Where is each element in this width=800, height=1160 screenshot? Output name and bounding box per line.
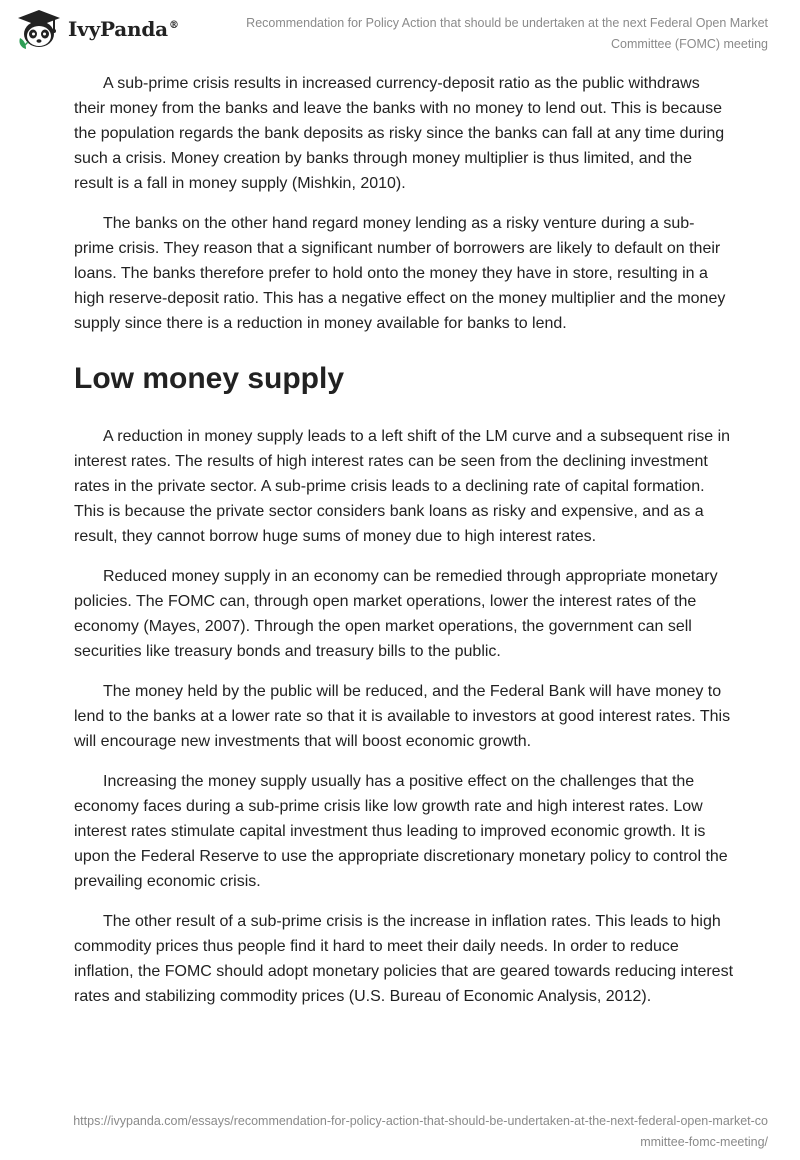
body-paragraph: The money held by the public will be reduced, and the Federal Bank will have money to lend to the banks at a lower rate so that it is available to investors at good interest rates. This will encourage new investments that will boost economic growth.: [74, 683, 731, 750]
document-title: Recommendation for Policy Action that should be undertaken at the next Federal Open Market Committee (FOMC) meeting: [246, 16, 768, 51]
body-paragraph: The other result of a sub-prime crisis is the increase in inflation rates. This leads to high commodity prices thus people find it hard to meet their daily needs. In order to reduce inflation, the FOMC should adopt monetary policies that are geared towards reducing interest rates and stabilizing commodity prices (U.S. Bureau of Economic Analysis, 2012).: [74, 913, 734, 1005]
body-paragraph: Reduced money supply in an economy can be remedied through appropriate monetary policies. The FOMC can, through open market operations, lower the interest rates of the economy (Mayes, 2007). Through the open market operations, the government can sell securities like treasury bonds and treasury bills to the public.: [74, 568, 718, 660]
panda-graduation-cap-icon: [16, 8, 62, 50]
ivypanda-logo[interactable]: [16, 8, 179, 50]
section-heading: Low money supply: [74, 362, 345, 395]
logo-wordmark: IvyPanda®: [68, 17, 179, 41]
page-header: [0, 0, 800, 60]
body-paragraph: A reduction in money supply leads to a left shift of the LM curve and a subsequent rise in interest rates. The results of high interest rates can be seen from the declining investment rates in the private sector. A sub-prime crisis leads to a declining rate of capital formation. This is because the private sector considers bank loans as risky and expensive, and as a result, they cannot borrow huge sums of money due to high interest rates.: [74, 428, 731, 545]
body-paragraph: The banks on the other hand regard money lending as a risky venture during a sub-prime crisis. They reason that a significant number of borrowers are likely to default on their loans. The banks therefore prefer to hold onto the money they have in store, resulting in a high reserve-deposit ratio. This has a negative effect on the money multiplier and the money supply since there is a reduction in money available for banks to lend.: [74, 215, 726, 332]
source-url[interactable]: https://ivypanda.com/essays/recommendation-for-policy-action-that-should-be-undertaken-at-the-next-federal-open-market-committee-fomc-meeting/: [73, 1114, 768, 1149]
body-paragraph: A sub-prime crisis results in increased currency-deposit ratio as the public withdraws their money from the banks and leave the banks with no money to lend out. This is because the population regards the bank deposits as risky since the banks can fall at any time during such a crisis. Money creation by banks through money multiplier is thus limited, and the result is a fall in money supply (Mishkin, 2010).: [74, 75, 725, 192]
body-paragraph: Increasing the money supply usually has a positive effect on the challenges that the economy faces during a sub-prime crisis like low growth rate and high interest rates. Low interest rates stimulate capital investment thus leading to improved economic growth. It is upon the Federal Reserve to use the appropriate discretionary monetary policy to control the prevailing economic crisis.: [74, 773, 728, 890]
document-body: [74, 71, 734, 1024]
